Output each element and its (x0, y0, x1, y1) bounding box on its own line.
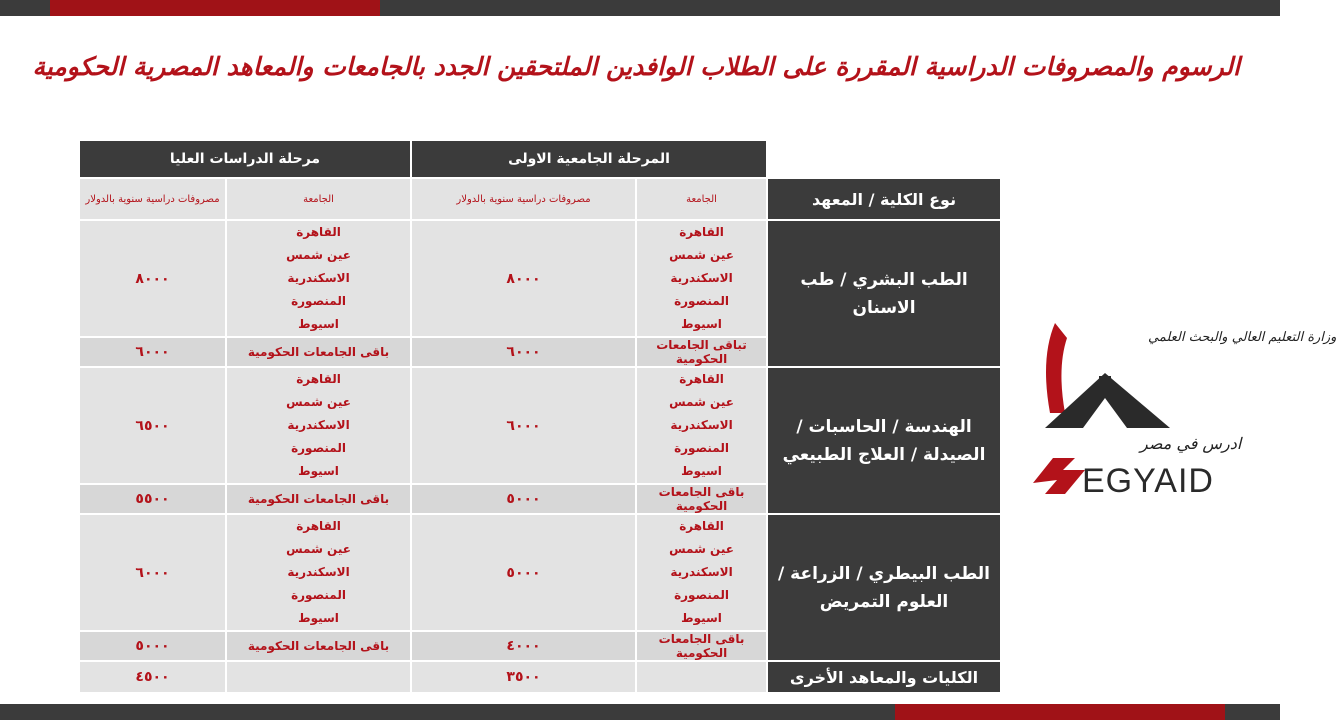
pg-fee: ٦٠٠٠ (80, 515, 225, 630)
university-name: القاهرة (679, 225, 724, 239)
pg-rest-fee: ٥٥٠٠ (80, 485, 225, 513)
university-name: المنصورة (291, 588, 346, 602)
other-category-name: الكليات والمعاهد الأخرى (768, 662, 1000, 692)
university-name: الاسكندرية (287, 271, 350, 285)
ug-rest-fee: ٦٠٠٠ (412, 338, 635, 366)
university-name: القاهرة (296, 225, 341, 239)
pg-fee: ٦٥٠٠ (80, 368, 225, 483)
egyaid-mark (1033, 458, 1085, 494)
university-name: اسيوط (681, 317, 722, 331)
university-name: اسيوط (298, 611, 339, 625)
pg-universities (227, 515, 410, 630)
category-name: الطب البيطري / الزراعة / العلوم التمريض (768, 515, 1000, 660)
university-name: عين شمس (669, 248, 734, 262)
logo-red-swoosh (1046, 323, 1067, 413)
header-undergrad: المرحلة الجامعية الاولى (412, 141, 766, 177)
university-name: اسيوط (298, 317, 339, 331)
university-name: المنصورة (291, 441, 346, 455)
ug-rest-fee: ٥٠٠٠ (412, 485, 635, 513)
university-name: الاسكندرية (670, 271, 733, 285)
other-pg-fee: ٤٥٠٠ (80, 662, 225, 692)
study-in-egypt-slogan: ادرس في مصر (1140, 434, 1242, 453)
university-name: اسيوط (298, 464, 339, 478)
header-pg-university: الجامعة (227, 179, 410, 219)
header-spacer (768, 141, 1000, 177)
university-name: القاهرة (679, 519, 724, 533)
table-row (80, 221, 1000, 336)
ug-fee: ٦٠٠٠ (412, 368, 635, 483)
university-name: القاهرة (679, 372, 724, 386)
pg-rest-fee: ٦٠٠٠ (80, 338, 225, 366)
table-row (80, 515, 1000, 630)
university-name: القاهرة (296, 519, 341, 533)
ug-rest-fee: ٤٠٠٠ (412, 632, 635, 660)
table-row (80, 662, 1000, 692)
ug-universities (637, 221, 766, 336)
header-pg-fees: مصروفات دراسية سنوية بالدولار (80, 179, 225, 219)
university-name: عين شمس (669, 542, 734, 556)
ug-rest-label: تباقى الجامعات الحكومية (637, 338, 766, 366)
university-name: اسيوط (681, 464, 722, 478)
university-name: عين شمس (286, 542, 351, 556)
ministry-name: وزارة التعليم العالي والبحث العلمي (1148, 330, 1336, 345)
ug-fee: ٥٠٠٠ (412, 515, 635, 630)
header-type: نوع الكلية / المعهد (768, 179, 1000, 219)
fees-table (78, 139, 1002, 694)
category-name: الهندسة / الحاسبات / الصيدلة / العلاج الطبيعي (768, 368, 1000, 513)
pg-universities (227, 368, 410, 483)
table-row (80, 368, 1000, 483)
university-name: الاسكندرية (287, 418, 350, 432)
university-name: المنصورة (674, 441, 729, 455)
university-name: الاسكندرية (670, 565, 733, 579)
pg-rest-fee: ٥٠٠٠ (80, 632, 225, 660)
ug-rest-label: باقى الجامعات الحكومية (637, 632, 766, 660)
bottom-accent-bar (895, 704, 1225, 720)
pg-fee: ٨٠٠٠ (80, 221, 225, 336)
header-ug-university: الجامعة (637, 179, 766, 219)
logo-tower (1099, 376, 1111, 390)
ug-fee: ٨٠٠٠ (412, 221, 635, 336)
pg-rest-label: باقى الجامعات الحكومية (227, 485, 410, 513)
category-name: الطب البشري / طب الاسنان (768, 221, 1000, 366)
ug-rest-label: باقى الجامعات الحكومية (637, 485, 766, 513)
university-name: المنصورة (674, 294, 729, 308)
header-postgrad: مرحلة الدراسات العليا (80, 141, 410, 177)
page-title: الرسوم والمصروفات الدراسية المقررة على الطلاب الوافدين الملتحقين الجدد بالجامعات والمعاهد المصرية الحكومية (32, 52, 1240, 81)
empty-cell (227, 662, 410, 692)
pg-universities (227, 221, 410, 336)
empty-cell (637, 662, 766, 692)
university-name: القاهرة (296, 372, 341, 386)
university-name: الاسكندرية (670, 418, 733, 432)
other-ug-fee: ٣٥٠٠ (412, 662, 635, 692)
university-name: المنصورة (674, 588, 729, 602)
egyaid-logo-text: EGYAID (1082, 462, 1214, 500)
university-name: المنصورة (291, 294, 346, 308)
university-name: عين شمس (286, 248, 351, 262)
university-name: عين شمس (286, 395, 351, 409)
pg-rest-label: باقى الجامعات الحكومية (227, 338, 410, 366)
top-accent-bar (50, 0, 380, 16)
ug-universities (637, 368, 766, 483)
university-name: اسيوط (681, 611, 722, 625)
ug-universities (637, 515, 766, 630)
university-name: الاسكندرية (287, 565, 350, 579)
pg-rest-label: باقى الجامعات الحكومية (227, 632, 410, 660)
header-ug-fees: مصروفات دراسية سنوية بالدولار (412, 179, 635, 219)
university-name: عين شمس (669, 395, 734, 409)
